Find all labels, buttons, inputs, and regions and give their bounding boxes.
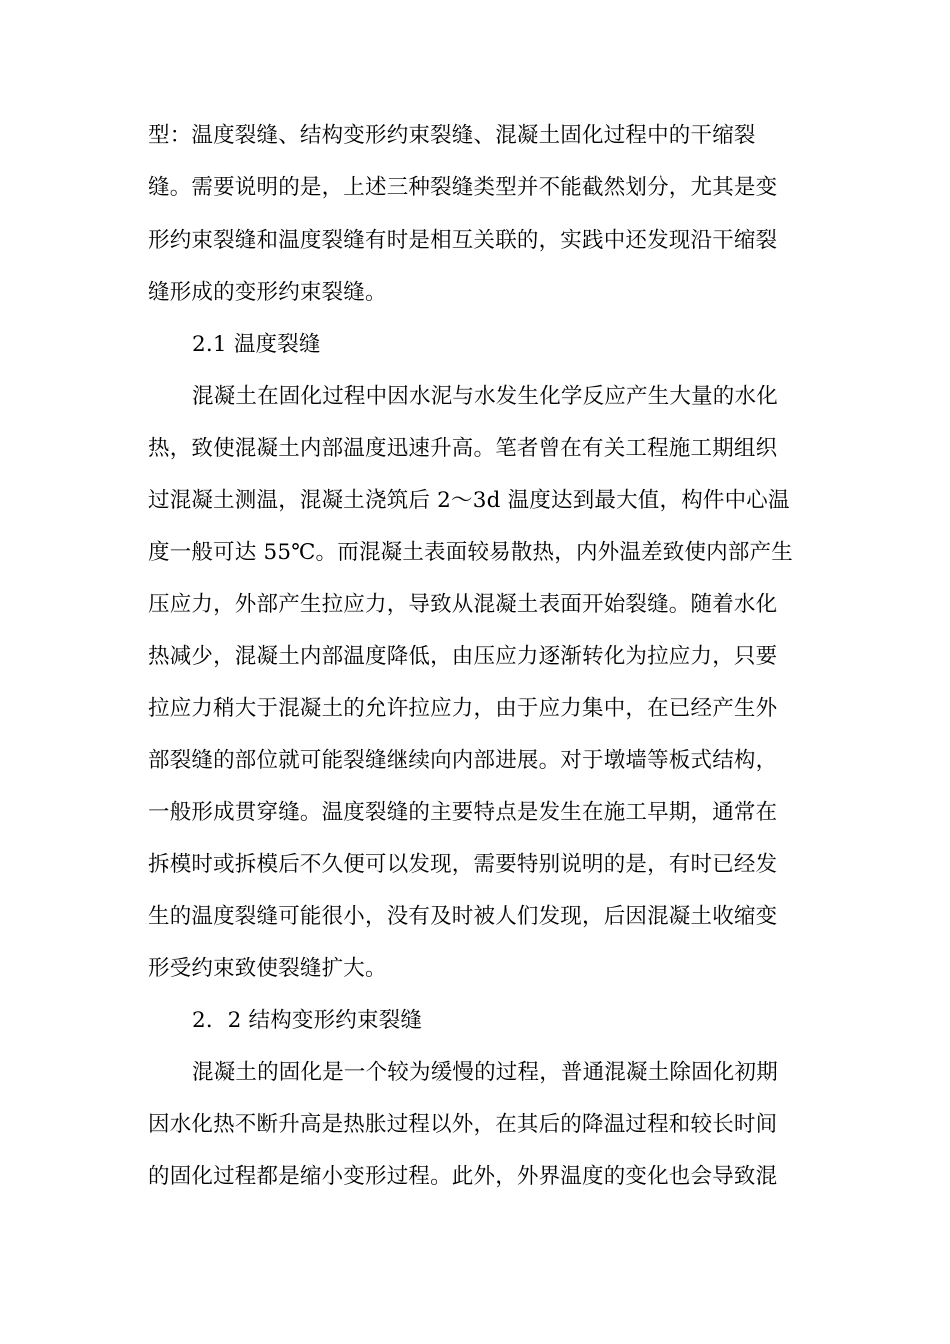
body-text-line: 的固化过程都是缩小变形过程。此外，外界温度的变化也会导致混 [148, 1164, 778, 1189]
body-text-line: 形约束裂缝和温度裂缝有时是相互关联的，实践中还发现沿干缩裂 [148, 228, 778, 253]
body-text-line: 热减少，混凝土内部温度降低，由压应力逐渐转化为拉应力，只要 [148, 644, 778, 669]
body-text-line: 缝形成的变形约束裂缝。 [148, 280, 387, 305]
body-text-line: 过混凝土测温，混凝土浇筑后 2～3d 温度达到最大值，构件中心温 [148, 488, 790, 513]
body-text-line: 因水化热不断升高是热胀过程以外，在其后的降温过程和较长时间 [148, 1112, 778, 1137]
body-text-line: 度一般可达 55℃。而混凝土表面较易散热，内外温差致使内部产生 [148, 540, 793, 565]
body-text-line: 混凝土在固化过程中因水泥与水发生化学反应产生大量的水化 [192, 384, 778, 409]
body-text-line: 混凝土的固化是一个较为缓慢的过程，普通混凝土除固化初期 [192, 1060, 778, 1085]
body-text-line: 热，致使混凝土内部温度迅速升高。笔者曾在有关工程施工期组织 [148, 436, 778, 461]
body-text-line: 缝。需要说明的是，上述三种裂缝类型并不能截然划分，尤其是变 [148, 175, 778, 200]
body-text-line: 型：温度裂缝、结构变形约束裂缝、混凝土固化过程中的干缩裂 [148, 123, 756, 148]
section-heading-2-1: 2.1 温度裂缝 [192, 332, 321, 357]
body-text-line: 形受约束致使裂缝扩大。 [148, 956, 387, 981]
body-text-line: 一般形成贯穿缝。温度裂缝的主要特点是发生在施工早期，通常在 [148, 800, 778, 825]
body-text-line: 压应力，外部产生拉应力，导致从混凝土表面开始裂缝。随着水化 [148, 592, 778, 617]
body-text-line: 生的温度裂缝可能很小，没有及时被人们发现，后因混凝土收缩变 [148, 904, 778, 929]
body-text-line: 拆模时或拆模后不久便可以发现，需要特别说明的是，有时已经发 [148, 852, 778, 877]
body-text-line: 拉应力稍大于混凝土的允许拉应力，由于应力集中，在已经产生外 [148, 696, 778, 721]
body-text-line: 部裂缝的部位就可能裂缝继续向内部进展。对于墩墙等板式结构， [148, 748, 778, 773]
section-heading-2-2: 2．2 结构变形约束裂缝 [192, 1008, 423, 1033]
